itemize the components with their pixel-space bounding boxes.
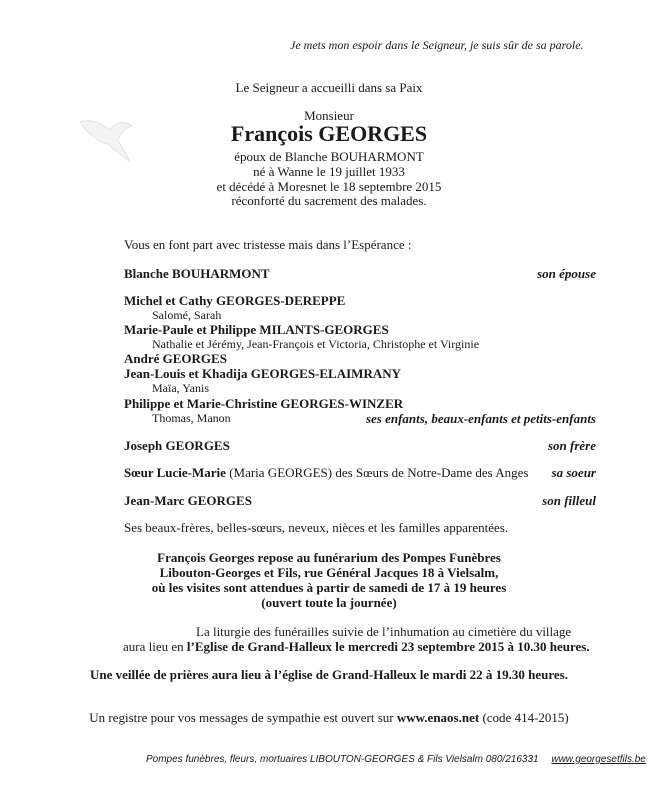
intro-line: Le Seigneur a accueilli dans sa Paix xyxy=(235,80,423,95)
spouse-name: Blanche BOUHARMONT xyxy=(124,266,270,281)
sister-name: Sœur Lucie-Marie xyxy=(124,465,226,480)
footer-text: Pompes funèbres, fleurs, mortuaires LIBOUTON-GEORGES & Fils Vielsalm 080/216331 xyxy=(146,754,539,765)
vigil-notice: Une veillée de prières aura lieu à l’église de Grand-Halleux le mardi 22 à 19.30 heures. xyxy=(90,667,568,682)
deceased-name: François GEORGES xyxy=(230,121,428,146)
spouse-role: son épouse xyxy=(537,266,596,281)
detail-sacrament: réconforté du sacrement des malades. xyxy=(231,193,427,208)
child-name: Michel et Cathy GEORGES-DEREPPE xyxy=(124,293,346,308)
grandchildren: Salomé, Sarah xyxy=(152,308,222,322)
detail-death: et décédé à Moresnet le 18 septembre 2015 xyxy=(216,179,442,194)
grandchildren: Maïa, Yanis xyxy=(152,381,210,395)
grandchildren: Nathalie et Jérémy, Jean-François et Victoria, Christophe et Virginie xyxy=(152,337,480,351)
registry-line xyxy=(0,710,658,726)
registry-link[interactable]: www.enaos.net xyxy=(396,710,480,725)
funeral-home-line: François Georges repose au funérarium des Pompes Funèbres xyxy=(157,550,501,565)
godson-name: Jean-Marc GEORGES xyxy=(124,493,252,508)
extended-family: Ses beaux-frères, belles-sœurs, neveux, nièces et les familles apparentées. xyxy=(124,520,509,535)
children-role: ses enfants, beaux-enfants et petits-enfants xyxy=(365,411,596,426)
child-name: Philippe et Marie-Christine GEORGES-WINZER xyxy=(124,396,404,411)
liturgy-prefix: aura lieu en xyxy=(123,639,187,654)
announcement: Vous en font part avec tristesse mais dans l’Espérance : xyxy=(124,237,412,252)
footer-link[interactable]: www.georgesetfils.be xyxy=(551,754,646,765)
godson-role: son filleul xyxy=(542,493,596,508)
liturgy-location xyxy=(123,639,590,655)
funeral-home-line: (ouvert toute la journée) xyxy=(261,595,397,610)
registry-prefix: Un registre pour vos messages de sympathie est ouvert sur xyxy=(89,710,397,725)
sister-role: sa soeur xyxy=(551,465,596,480)
liturgy-date: l’Eglise de Grand-Halleux le mercredi 23 septembre 2015 à 10.30 heures. xyxy=(186,639,590,654)
grandchildren: Thomas, Manon xyxy=(152,411,231,425)
detail-spouse: époux de Blanche BOUHARMONT xyxy=(234,149,424,164)
sister-congregation: (Maria GEORGES) des Sœurs de Notre-Dame des Anges xyxy=(229,465,529,480)
child-name: André GEORGES xyxy=(124,351,227,366)
footer-line xyxy=(146,754,646,765)
funeral-home-line: où les visites sont attendues à partir de samedi de 17 à 19 heures xyxy=(151,580,507,595)
sister-line xyxy=(124,465,529,481)
registry-code: (code 414-2015) xyxy=(479,710,569,725)
funeral-home-line: Libouton-Georges et Fils, rue Général Jacques 18 à Vielsalm, xyxy=(159,565,499,580)
detail-birth: né à Wanne le 19 juillet 1933 xyxy=(253,164,405,179)
brother-name: Joseph GEORGES xyxy=(124,438,230,453)
child-name: Jean-Louis et Khadija GEORGES-ELAIMRANY xyxy=(124,366,401,381)
honorific: Monsieur xyxy=(304,108,354,123)
liturgy-line: La liturgie des funérailles suivie de l’inhumation au cimetière du village xyxy=(196,624,572,639)
bible-quote: Je mets mon espoir dans le Seigneur, je suis sûr de sa parole. xyxy=(290,38,584,52)
child-name: Marie-Paule et Philippe MILANTS-GEORGES xyxy=(124,322,389,337)
brother-role: son frère xyxy=(547,438,596,453)
